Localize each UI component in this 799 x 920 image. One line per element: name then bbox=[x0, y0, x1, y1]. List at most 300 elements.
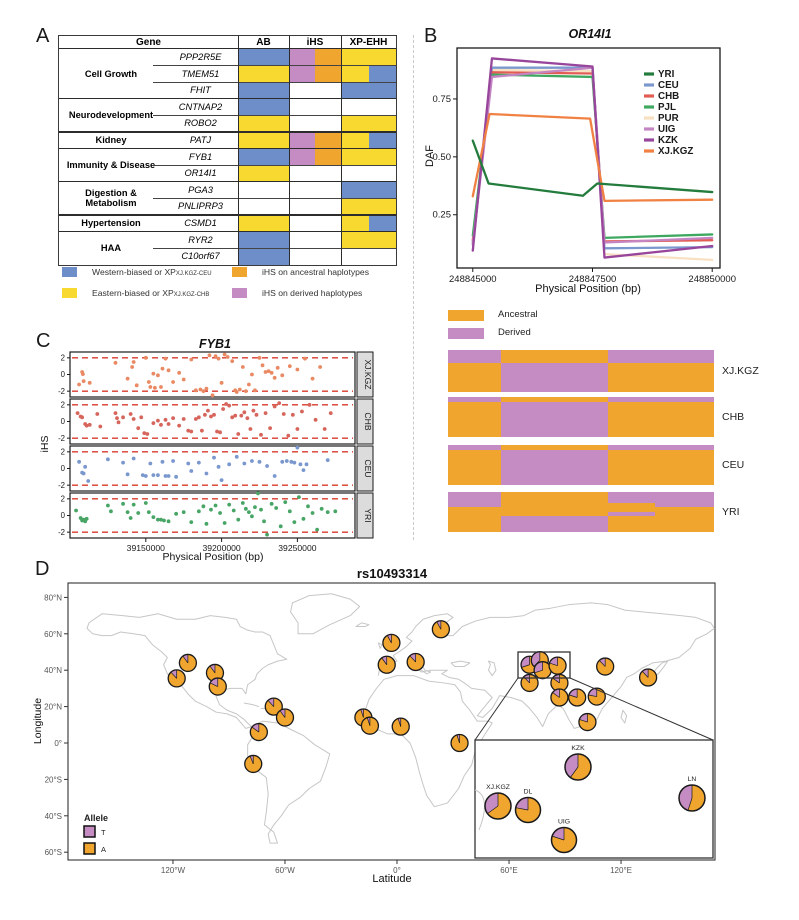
legend-label-subscript: XJ.KGZ-CEU bbox=[175, 271, 212, 277]
ihs-point bbox=[77, 460, 81, 464]
facet-strip-label: CHB bbox=[363, 412, 373, 431]
ihs-point bbox=[189, 358, 193, 362]
ihs-point bbox=[202, 504, 206, 508]
panel-b-title: OR14I1 bbox=[568, 27, 612, 41]
y-tick-label: 0.50 bbox=[432, 151, 451, 163]
haplotype-segment bbox=[448, 350, 501, 363]
ihs-point bbox=[126, 472, 130, 476]
hap-row-label: CHB bbox=[722, 411, 745, 423]
ihs-point bbox=[247, 383, 251, 387]
ihs-point bbox=[238, 388, 242, 392]
ihs-point bbox=[153, 386, 157, 390]
gene-name: ROBO2 bbox=[184, 118, 217, 129]
signal-cell bbox=[238, 115, 289, 132]
ihs-point bbox=[292, 520, 296, 524]
map-y-tick-label: 60°S bbox=[44, 848, 62, 858]
ihs-point bbox=[106, 504, 110, 508]
ihs-point bbox=[320, 507, 324, 511]
ihs-point bbox=[259, 433, 263, 437]
ihs-point bbox=[311, 511, 315, 515]
hap-legend-label: Ancestral bbox=[498, 309, 538, 320]
legend-label-KZK: KZK bbox=[658, 135, 679, 146]
ihs-point bbox=[283, 500, 287, 504]
y-tick-label: 2 bbox=[60, 494, 65, 504]
ihs-point bbox=[214, 504, 218, 508]
map-y-tick-label: 40°N bbox=[44, 666, 62, 676]
gene-name: TMEM51 bbox=[181, 68, 220, 79]
haplotype-segment bbox=[608, 350, 714, 363]
x-tick-label: 248850000 bbox=[688, 274, 736, 285]
ihs-point bbox=[235, 455, 239, 459]
y-tick-label: 0 bbox=[60, 370, 65, 380]
ihs-point bbox=[174, 475, 178, 479]
gene-group-label: HAA bbox=[100, 243, 122, 254]
ihs-point bbox=[171, 380, 175, 384]
legend-label-subscript: XJ.KGZ-CHB bbox=[173, 292, 210, 298]
group-separator bbox=[59, 131, 396, 132]
ihs-point bbox=[318, 365, 322, 369]
haplotype-segment bbox=[448, 402, 501, 437]
ihs-point bbox=[274, 506, 278, 510]
ihs-point bbox=[82, 472, 86, 476]
ihs-point bbox=[323, 427, 327, 431]
y-tick-label: 0 bbox=[60, 417, 65, 427]
facet-panel-XJ.KGZ bbox=[70, 352, 355, 397]
ihs-point bbox=[167, 474, 171, 478]
panel-d-ylabel: Longitude bbox=[32, 697, 44, 745]
ihs-point bbox=[241, 501, 245, 505]
haplotype-segment bbox=[448, 492, 501, 503]
row-separator bbox=[153, 165, 396, 166]
ihs-point bbox=[262, 519, 266, 523]
ihs-point bbox=[132, 503, 136, 507]
y-tick-label: 0.25 bbox=[432, 209, 451, 221]
gene-group-label: Digestion & Metabolism bbox=[85, 188, 137, 209]
signal-cell bbox=[341, 182, 396, 199]
ihs-point bbox=[250, 459, 254, 463]
ihs-point bbox=[156, 373, 160, 377]
col-header-gene: Gene bbox=[135, 37, 161, 48]
ihs-point bbox=[159, 385, 163, 389]
gene-name: RYR2 bbox=[188, 234, 213, 245]
ihs-point bbox=[217, 465, 221, 469]
header-separator bbox=[59, 48, 396, 49]
ihs-point bbox=[244, 389, 248, 393]
ihs-point bbox=[208, 353, 212, 357]
allele-legend-title: Allele bbox=[84, 813, 109, 823]
ihs-derived-cell bbox=[289, 49, 315, 66]
ihs-point bbox=[270, 502, 274, 506]
ihs-point bbox=[258, 356, 262, 360]
gene-name: FYB1 bbox=[188, 151, 213, 162]
ihs-point bbox=[258, 460, 262, 464]
ihs-point bbox=[212, 456, 216, 460]
row-separator bbox=[153, 198, 396, 199]
ihs-point bbox=[144, 474, 148, 478]
ihs-point bbox=[95, 412, 99, 416]
ihs-point bbox=[189, 520, 193, 524]
ihs-point bbox=[314, 418, 318, 422]
legend-swatch bbox=[232, 267, 247, 277]
ihs-point bbox=[121, 502, 125, 506]
map-y-tick-label: 80°N bbox=[44, 593, 62, 603]
ihs-point bbox=[132, 457, 136, 461]
allele-legend-label: A bbox=[101, 845, 107, 854]
ihs-point bbox=[114, 361, 118, 365]
allele-legend-swatch-T bbox=[84, 826, 95, 837]
ihs-point bbox=[197, 509, 201, 513]
map-y-tick-label: 20°S bbox=[44, 775, 62, 785]
ihs-point bbox=[85, 517, 89, 521]
haplotype-segment bbox=[448, 363, 501, 392]
ihs-point bbox=[305, 462, 309, 466]
ihs-point bbox=[77, 383, 81, 387]
ihs-point bbox=[245, 416, 249, 420]
row-separator bbox=[153, 115, 396, 116]
signal-cell bbox=[341, 198, 396, 215]
ihs-point bbox=[235, 390, 239, 394]
ihs-point bbox=[151, 372, 155, 376]
ihs-point bbox=[236, 432, 240, 436]
legend-label-UIG: UIG bbox=[658, 124, 676, 135]
panel-c-title: FYB1 bbox=[199, 337, 231, 351]
map-x-tick-label: 0° bbox=[393, 866, 401, 875]
legend-swatch bbox=[232, 288, 247, 298]
inset-pie-label: LN bbox=[687, 776, 697, 783]
ihs-derived-cell bbox=[289, 66, 315, 83]
ihs-point bbox=[288, 509, 292, 513]
panel-d-xlabel: Latitude bbox=[372, 873, 412, 885]
ihs-point bbox=[136, 511, 140, 515]
ihs-point bbox=[81, 372, 85, 376]
ihs-point bbox=[200, 429, 204, 433]
haplotype-segment bbox=[608, 402, 714, 437]
facet-strip-label: YRI bbox=[363, 508, 373, 523]
ihs-point bbox=[273, 474, 277, 478]
ihs-point bbox=[295, 446, 299, 450]
legend-swatch bbox=[62, 267, 77, 277]
x-tick-label: 248847500 bbox=[568, 274, 617, 285]
ihs-point bbox=[136, 426, 140, 430]
panel-b-xlabel: Physical Position (bp) bbox=[535, 283, 641, 295]
ihs-point bbox=[182, 378, 186, 382]
gene-name: C10orf67 bbox=[181, 251, 220, 262]
group-separator bbox=[59, 98, 396, 99]
xp-eastern-cell bbox=[341, 215, 369, 232]
ihs-point bbox=[248, 427, 252, 431]
legend-swatch bbox=[62, 288, 77, 298]
signal-cell bbox=[238, 215, 289, 232]
ihs-derived-cell bbox=[289, 149, 315, 166]
panel-d-title: rs10493314 bbox=[356, 566, 428, 581]
legend-label-XJ.KGZ: XJ.KGZ bbox=[658, 146, 694, 157]
ihs-point bbox=[144, 501, 148, 505]
map-x-tick-label: 60°E bbox=[500, 866, 518, 875]
signal-cell bbox=[238, 165, 289, 182]
ihs-point bbox=[88, 423, 92, 427]
signal-cell bbox=[238, 82, 289, 99]
ihs-ancestral-cell bbox=[315, 66, 341, 83]
haplotype-segment bbox=[608, 516, 714, 532]
ihs-point bbox=[132, 360, 136, 364]
ihs-point bbox=[126, 377, 130, 381]
y-tick-label: 2 bbox=[60, 400, 65, 410]
ihs-point bbox=[280, 460, 284, 464]
gene-group-label: Kidney bbox=[95, 135, 127, 146]
ihs-point bbox=[306, 504, 310, 508]
hap-row-label: YRI bbox=[722, 506, 740, 518]
haplotype-segment bbox=[448, 450, 501, 485]
ihs-point bbox=[129, 412, 133, 416]
ihs-point bbox=[147, 510, 151, 514]
ihs-point bbox=[171, 416, 175, 420]
ihs-point bbox=[242, 462, 246, 466]
ihs-ancestral-cell bbox=[315, 132, 341, 149]
y-tick-label: -2 bbox=[58, 386, 65, 396]
facet-panel-CHB bbox=[70, 399, 355, 444]
map-y-tick-label: 0° bbox=[54, 739, 62, 748]
ihs-point bbox=[326, 510, 330, 514]
column-divider bbox=[238, 36, 239, 265]
ihs-point bbox=[295, 427, 299, 431]
row-separator bbox=[153, 65, 396, 66]
ihs-point bbox=[218, 511, 222, 515]
y-tick-label: 0 bbox=[60, 464, 65, 474]
ihs-point bbox=[230, 359, 234, 363]
ihs-point bbox=[259, 508, 263, 512]
inset-box bbox=[475, 740, 713, 858]
ihs-point bbox=[151, 515, 155, 519]
group-separator bbox=[59, 181, 396, 182]
ihs-ancestral-cell bbox=[315, 149, 341, 166]
hap-row-label: XJ.KGZ bbox=[722, 365, 759, 377]
legend-label: Eastern-biased or XPXJ.KGZ-CHB bbox=[92, 288, 210, 298]
inset-pie-label: UIG bbox=[557, 818, 571, 826]
ihs-point bbox=[253, 505, 257, 509]
ihs-point bbox=[109, 509, 113, 513]
ihs-point bbox=[151, 421, 155, 425]
gene-group-label: Immunity & Disease bbox=[66, 160, 156, 171]
ihs-point bbox=[171, 459, 175, 463]
gene-name: PPP2R5E bbox=[179, 52, 222, 62]
ihs-point bbox=[167, 519, 171, 523]
ihs-point bbox=[315, 528, 319, 532]
ihs-point bbox=[232, 509, 236, 513]
signal-cell bbox=[341, 49, 396, 66]
ihs-point bbox=[189, 469, 193, 473]
map-y-tick-label: 60°N bbox=[44, 629, 62, 639]
ihs-point bbox=[239, 414, 243, 418]
map-x-tick-label: 60°W bbox=[275, 866, 295, 875]
ihs-point bbox=[268, 426, 272, 430]
ihs-point bbox=[156, 419, 160, 423]
ihs-point bbox=[276, 366, 280, 370]
hap-legend-label: Derived bbox=[498, 327, 531, 338]
facet-strip-label: XJ.KGZ bbox=[363, 359, 373, 390]
gene-name: OR14I1 bbox=[184, 168, 217, 179]
ihs-point bbox=[156, 473, 160, 477]
ihs-point bbox=[279, 524, 283, 528]
ihs-point bbox=[302, 517, 306, 521]
ihs-point bbox=[177, 424, 181, 428]
ihs-point bbox=[247, 510, 251, 514]
legend-label-YRI: YRI bbox=[658, 69, 675, 80]
xp-eastern-cell bbox=[341, 66, 369, 83]
ihs-point bbox=[299, 462, 303, 466]
panel-c-xlabel: Physical Position (bp) bbox=[162, 551, 264, 563]
gene-name: CSMD1 bbox=[184, 218, 217, 228]
map-x-tick-label: 120°W bbox=[160, 866, 186, 875]
haplotype-segment bbox=[448, 516, 501, 532]
ihs-point bbox=[186, 462, 190, 466]
signal-cell bbox=[238, 49, 289, 66]
ihs-point bbox=[218, 430, 222, 434]
ihs-point bbox=[145, 432, 149, 436]
legend-label: iHS on ancestral haplotypes bbox=[262, 267, 370, 277]
row-separator bbox=[153, 82, 396, 83]
ihs-point bbox=[189, 430, 193, 434]
ihs-point bbox=[226, 355, 230, 359]
group-separator bbox=[59, 214, 396, 215]
ihs-point bbox=[197, 415, 201, 419]
group-separator bbox=[59, 231, 396, 232]
xp-western-cell bbox=[369, 132, 397, 149]
ihs-point bbox=[159, 423, 163, 427]
ihs-point bbox=[295, 368, 299, 372]
ihs-point bbox=[211, 393, 215, 397]
ihs-point bbox=[261, 363, 265, 367]
haplotype-segment bbox=[501, 450, 607, 485]
legend-label-CHB: CHB bbox=[658, 91, 680, 102]
ihs-point bbox=[242, 410, 246, 414]
ihs-point bbox=[291, 413, 295, 417]
xp-western-cell bbox=[369, 215, 397, 232]
map-y-tick-label: 20°N bbox=[44, 702, 62, 712]
map-x-tick-label: 120°E bbox=[610, 866, 632, 875]
ihs-point bbox=[217, 357, 221, 361]
ihs-point bbox=[244, 507, 248, 511]
gene-group-label: Cell Growth bbox=[84, 68, 138, 79]
xp-eastern-cell bbox=[341, 132, 369, 149]
daf-axis-label: DAF bbox=[424, 145, 436, 167]
haplotype-segment bbox=[501, 363, 607, 392]
ihs-point bbox=[209, 508, 213, 512]
ihs-point bbox=[326, 458, 330, 462]
ihs-point bbox=[265, 533, 269, 537]
inset-pie-label: DL bbox=[523, 788, 533, 796]
ihs-point bbox=[167, 422, 171, 426]
ihs-point bbox=[148, 385, 152, 389]
ihs-point bbox=[177, 371, 181, 375]
ihs-point bbox=[106, 457, 110, 461]
ihs-point bbox=[250, 514, 254, 518]
ihs-point bbox=[135, 383, 139, 387]
ihs-point bbox=[205, 522, 209, 526]
panel-d-letter: D bbox=[35, 558, 50, 580]
ihs-point bbox=[311, 377, 315, 381]
ihs-point bbox=[129, 516, 133, 520]
ihs-point bbox=[302, 468, 306, 472]
ihs-point bbox=[265, 464, 269, 468]
haplotype-segment bbox=[608, 450, 714, 485]
legend-label: Western-biased or XPXJ.KGZ-CEU bbox=[92, 267, 212, 277]
ihs-point bbox=[114, 411, 118, 415]
hap-legend-swatch-derived bbox=[448, 328, 484, 339]
ihs-point bbox=[88, 381, 92, 385]
signal-cell bbox=[238, 149, 289, 166]
ihs-point bbox=[308, 403, 312, 407]
ihs-point bbox=[273, 376, 277, 380]
ihs-point bbox=[223, 353, 227, 357]
ihs-point bbox=[121, 415, 125, 419]
ihs-point bbox=[253, 388, 257, 392]
y-tick-label: 2 bbox=[60, 447, 65, 457]
panel-a-legend bbox=[58, 264, 418, 308]
ihs-point bbox=[182, 417, 186, 421]
ihs-point bbox=[214, 354, 218, 358]
ihs-point bbox=[162, 519, 166, 523]
gene-group-label: Neurodevelopment bbox=[68, 110, 154, 121]
ihs-point bbox=[80, 415, 84, 419]
ihs-point bbox=[252, 409, 256, 413]
x-tick-label: 248845000 bbox=[449, 274, 497, 285]
allele-legend-label: T bbox=[101, 828, 106, 837]
ihs-point bbox=[300, 410, 304, 414]
gene-name: PGA3 bbox=[188, 184, 213, 195]
ihs-point bbox=[164, 418, 168, 422]
allele-frequency-map bbox=[20, 560, 799, 910]
ihs-point bbox=[161, 367, 165, 371]
ihs-point bbox=[205, 472, 209, 476]
ihs-point bbox=[205, 387, 209, 391]
column-divider bbox=[341, 36, 342, 265]
ihs-point bbox=[130, 365, 134, 369]
ihs-point bbox=[233, 414, 237, 418]
ihs-point bbox=[286, 434, 290, 438]
ihs-point bbox=[333, 509, 337, 513]
ihs-point bbox=[82, 379, 86, 383]
haplotype-segment bbox=[501, 402, 607, 437]
signal-cell bbox=[341, 115, 396, 132]
signal-cell bbox=[238, 99, 289, 116]
ihs-point bbox=[250, 373, 254, 377]
ihs-point bbox=[227, 462, 231, 466]
inset-pie-label: XJ.KGZ bbox=[486, 784, 510, 791]
ihs-point bbox=[98, 425, 102, 429]
inset-pie-label: KZK bbox=[571, 745, 585, 752]
ihs-scatter-chart bbox=[30, 336, 420, 566]
signal-cell bbox=[341, 82, 396, 99]
gene-name: CNTNAP2 bbox=[178, 101, 223, 112]
ihs-point bbox=[288, 364, 292, 368]
ihs-point bbox=[74, 509, 78, 513]
ihs-point bbox=[117, 420, 121, 424]
y-tick-label: -2 bbox=[58, 527, 65, 537]
ihs-point bbox=[297, 495, 301, 499]
xp-western-cell bbox=[369, 66, 397, 83]
row-separator bbox=[153, 248, 396, 249]
signal-cell bbox=[238, 132, 289, 149]
ihs-point bbox=[202, 389, 206, 393]
column-divider bbox=[289, 36, 290, 265]
ihs-axis-label: iHS bbox=[39, 435, 51, 453]
panel-c-letter: C bbox=[36, 330, 51, 352]
haplotype-segment bbox=[608, 492, 714, 503]
ihs-point bbox=[282, 412, 286, 416]
ihs-point bbox=[132, 417, 136, 421]
hap-row-label: CEU bbox=[722, 459, 745, 471]
gene-group-label: Hypertension bbox=[81, 218, 141, 229]
